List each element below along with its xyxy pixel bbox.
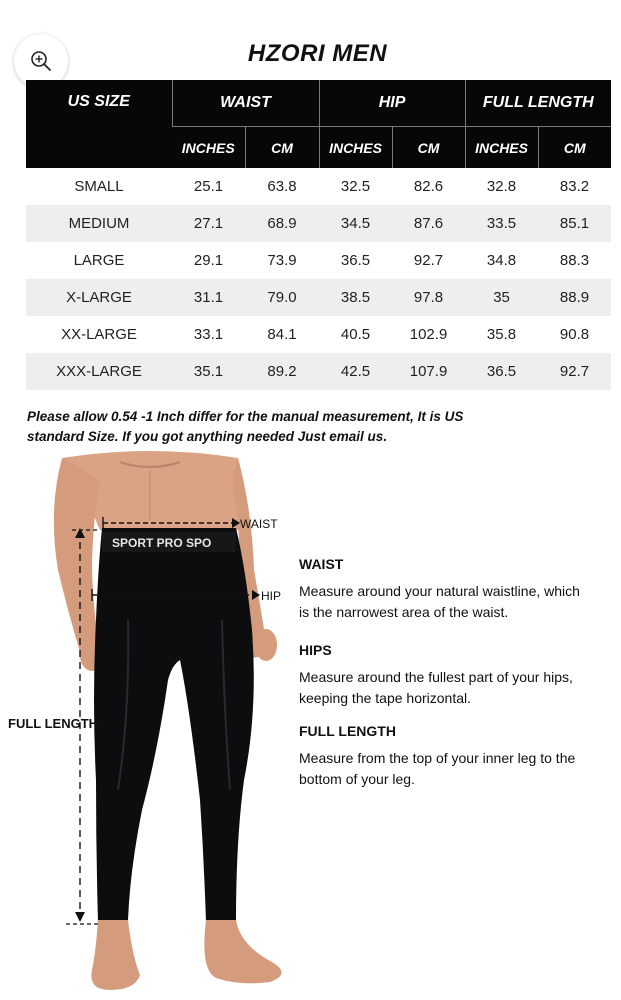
table-cell: 38.5 — [319, 279, 392, 316]
table-cell: 36.5 — [465, 353, 538, 390]
table-cell: 83.2 — [559, 178, 590, 195]
table-cell: 88.9 — [538, 279, 611, 316]
header-waist: WAIST — [172, 80, 319, 127]
header-us-size: US SIZE — [26, 80, 172, 168]
table-cell: 31.1 — [172, 279, 245, 316]
table-cell: 88.3 — [559, 252, 590, 269]
waist-label: WAIST — [240, 517, 278, 531]
note-line: standard Size. If you got anything needed Just email us. — [27, 429, 388, 444]
table-cell: 85.1 — [538, 205, 611, 242]
table-cell: 97.8 — [392, 279, 465, 316]
subheader-length-cm: CM — [538, 127, 611, 169]
note-line: Please allow 0.54 -1 Inch differ for the manual measurement, It is US — [27, 409, 464, 424]
size-cell: LARGE — [73, 252, 125, 269]
full-length-label: FULL LENGTH — [8, 716, 99, 731]
table-cell: 42.5 — [319, 353, 392, 390]
subheader-waist-inches: INCHES — [172, 127, 245, 169]
table-cell: 32.8 — [486, 178, 517, 195]
size-cell: SMALL — [74, 178, 124, 195]
model-tights — [94, 528, 254, 922]
table-cell: 107.9 — [392, 353, 465, 390]
table-cell: 89.2 — [245, 353, 319, 390]
header-full-length: FULL LENGTH — [465, 80, 611, 127]
size-cell: X-LARGE — [26, 279, 172, 316]
measurement-note — [27, 407, 497, 447]
guide-text: is the narrowest area of the waist. — [299, 604, 509, 620]
table-cell: 25.1 — [193, 178, 224, 195]
table-cell: 87.6 — [392, 205, 465, 242]
table-cell: 33.5 — [465, 205, 538, 242]
table-cell: 73.9 — [267, 252, 297, 269]
guide-waist — [299, 554, 609, 623]
guide-title: HIPS — [299, 642, 332, 658]
table-cell: 27.1 — [172, 205, 245, 242]
table-row — [26, 168, 611, 205]
size-chart-table — [26, 80, 611, 390]
guide-full-length — [299, 721, 609, 790]
table-cell: 35.8 — [486, 326, 517, 343]
table-cell: 92.7 — [413, 252, 444, 269]
hip-label: HIP — [261, 589, 282, 603]
guide-title: WAIST — [299, 556, 344, 572]
table-row — [26, 279, 611, 316]
guide-text: Measure around your natural waistline, which — [299, 583, 580, 599]
table-cell: 34.8 — [486, 252, 517, 269]
table-cell: 92.7 — [538, 353, 611, 390]
table-cell: 102.9 — [409, 326, 448, 343]
table-cell: 68.9 — [245, 205, 319, 242]
guide-text: bottom of your leg. — [299, 771, 415, 787]
table-row — [26, 205, 611, 242]
header-hip: HIP — [319, 80, 465, 127]
table-cell: 90.8 — [559, 326, 590, 343]
subheader-waist-cm: CM — [245, 127, 319, 169]
table-cell: 35 — [465, 279, 538, 316]
table-cell: 36.5 — [340, 252, 371, 269]
model-foot-right — [204, 920, 281, 983]
model-arm-left — [54, 458, 102, 665]
table-cell: 84.1 — [267, 326, 297, 343]
table-cell: 32.5 — [340, 178, 371, 195]
table-row — [26, 353, 611, 390]
subheader-hip-inches: INCHES — [319, 127, 392, 169]
table-row — [26, 242, 611, 279]
table-cell: 79.0 — [245, 279, 319, 316]
size-cell: XXX-LARGE — [26, 353, 172, 390]
guide-text: keeping the tape horizontal. — [299, 690, 472, 706]
guide-text: Measure around the fullest part of your hips, — [299, 669, 573, 685]
guide-hips — [299, 640, 609, 709]
table-cell: 29.1 — [193, 252, 224, 269]
size-cell: MEDIUM — [26, 205, 172, 242]
waistband-text: SPORT PRO SPO — [112, 536, 212, 550]
table-cell: 33.1 — [193, 326, 224, 343]
table-cell: 34.5 — [319, 205, 392, 242]
table-cell: 35.1 — [172, 353, 245, 390]
subheader-length-inches: INCHES — [465, 127, 538, 169]
subheader-hip-cm: CM — [392, 127, 465, 169]
table-cell: 40.5 — [340, 326, 371, 343]
table-row — [26, 316, 611, 353]
table-cell: 82.6 — [413, 178, 444, 195]
page-title: HZORI MEN — [247, 40, 388, 67]
guide-text: Measure from the top of your inner leg to the — [299, 750, 576, 766]
size-cell: XX-LARGE — [61, 326, 137, 343]
model-foot-left — [91, 920, 140, 990]
table-cell: 63.8 — [267, 178, 297, 195]
guide-title: FULL LENGTH — [299, 723, 396, 739]
